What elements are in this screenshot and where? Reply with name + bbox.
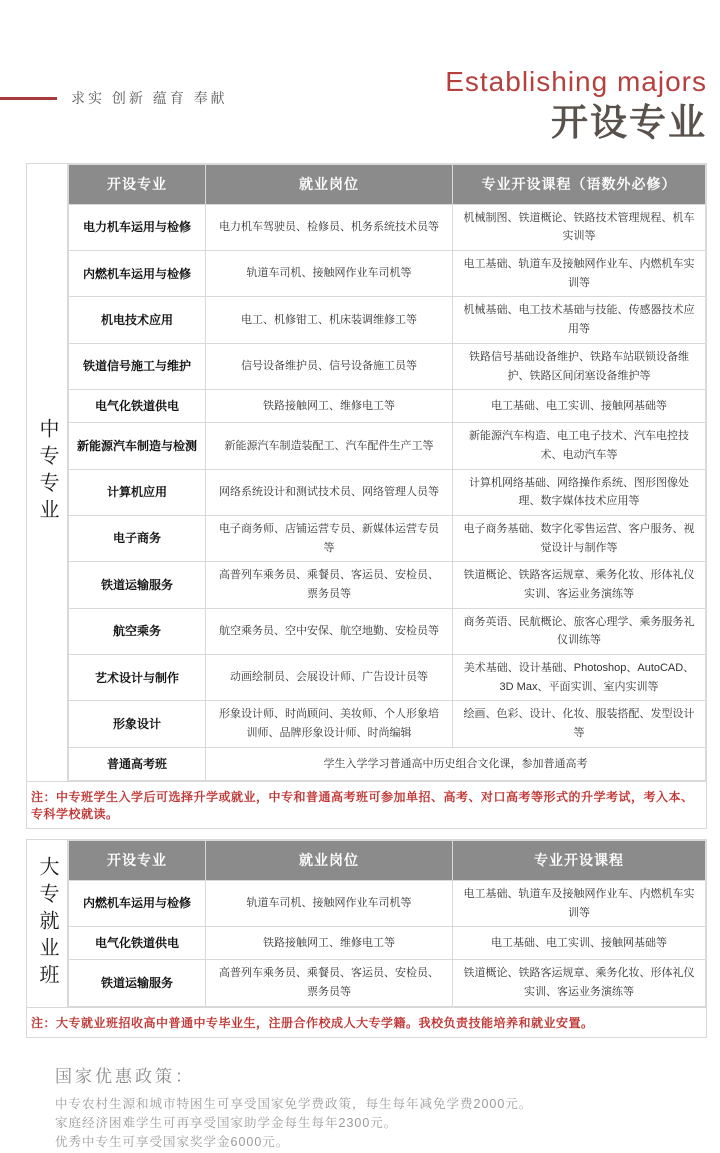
courses-cell: 美术基础、设计基础、Photoshop、AutoCAD、3D Max、平面实训、室内实训等 bbox=[453, 655, 706, 701]
table-row bbox=[69, 562, 706, 608]
column-header-courses: 专业开设课程 bbox=[453, 840, 706, 880]
jobs-cell: 轨道车司机、接触网作业车司机等 bbox=[206, 251, 453, 297]
courses-cell: 电工基础、电工实训、接触网基础等 bbox=[453, 390, 706, 423]
section-titles bbox=[445, 66, 707, 145]
jobs-cell: 形象设计师、时尚顾问、美妆师、个人形象培训师、品牌形象设计师、时尚编辑 bbox=[206, 701, 453, 747]
courses-cell: 铁路信号基础设备维护、铁路车站联锁设备维护、铁路区间闭塞设备维护等 bbox=[453, 343, 706, 389]
courses-cell: 机械制图、铁道概论、铁路技术管理规程、机车实训等 bbox=[453, 204, 706, 250]
table-row bbox=[69, 297, 706, 343]
table-row bbox=[69, 960, 706, 1006]
table-row bbox=[69, 927, 706, 960]
dazhuan-note: 注：大专就业班招收高中普通中专毕业生，注册合作校成人大专学籍。我校负责技能培养和就业安置。 bbox=[27, 1007, 706, 1037]
national-policy-section bbox=[55, 1062, 707, 1153]
section-title-english: Establishing majors bbox=[445, 66, 707, 97]
jobs-cell: 航空乘务员、空中安保、航空地勤、安检员等 bbox=[206, 608, 453, 654]
table-row bbox=[69, 880, 706, 926]
courses-cell: 新能源汽车构造、电工电子技术、汽车电控技术、电动汽车等 bbox=[453, 423, 706, 469]
policy-line: 家庭经济困难学生可再享受国家助学金每生每年2300元。 bbox=[55, 1115, 398, 1130]
school-slogan: 求实 创新 蕴育 奉献 bbox=[71, 90, 228, 106]
table-row bbox=[69, 608, 706, 654]
courses-cell: 商务英语、民航概论、旅客心理学、乘务服务礼仪训练等 bbox=[453, 608, 706, 654]
major-cell: 形象设计 bbox=[69, 701, 206, 747]
zhongzhuan-note: 注：中专班学生入学后可选择升学或就业，中专和普通高考班可参加单招、高考、对口高考等形式的升学考试，考入本、专科学校就读。 bbox=[27, 781, 706, 828]
major-cell: 电气化铁道供电 bbox=[69, 927, 206, 960]
jobs-cell: 铁路接触网工、维修电工等 bbox=[206, 390, 453, 423]
courses-cell: 电工基础、轨道车及接触网作业车、内燃机车实训等 bbox=[453, 880, 706, 926]
table-header-row bbox=[69, 164, 706, 204]
jobs-cell: 新能源汽车制造装配工、汽车配件生产工等 bbox=[206, 423, 453, 469]
column-header-jobs: 就业岗位 bbox=[206, 164, 453, 204]
policy-heading: 国家优惠政策： bbox=[55, 1066, 195, 1086]
column-header-jobs: 就业岗位 bbox=[206, 840, 453, 880]
courses-cell: 电工基础、轨道车及接触网作业车、内燃机车实训等 bbox=[453, 251, 706, 297]
jobs-cell: 高普列车乘务员、乘餐员、客运员、安检员、票务员等 bbox=[206, 562, 453, 608]
column-header-major: 开设专业 bbox=[69, 840, 206, 880]
table-row bbox=[69, 251, 706, 297]
major-cell: 电气化铁道供电 bbox=[69, 390, 206, 423]
table-row bbox=[69, 655, 706, 701]
jobs-cell: 高普列车乘务员、乘餐员、客运员、安检员、票务员等 bbox=[206, 960, 453, 1006]
courses-cell: 计算机网络基础、网络操作系统、图形图像处理、数字媒体技术应用等 bbox=[453, 469, 706, 515]
accent-line bbox=[0, 97, 57, 100]
courses-cell: 电子商务基础、数字化零售运营、客户服务、视觉设计与制作等 bbox=[453, 515, 706, 561]
table-header-row bbox=[69, 840, 706, 880]
dazhuan-majors-table bbox=[68, 840, 706, 1007]
courses-cell: 绘画、色彩、设计、化妆、服装搭配、发型设计等 bbox=[453, 701, 706, 747]
table-row bbox=[69, 469, 706, 515]
courses-cell: 铁道概论、铁路客运规章、乘务化妆、形体礼仪实训、客运业务演练等 bbox=[453, 960, 706, 1006]
major-cell: 计算机应用 bbox=[69, 469, 206, 515]
table-row bbox=[69, 701, 706, 747]
table-row bbox=[69, 390, 706, 423]
major-cell: 新能源汽车制造与检测 bbox=[69, 423, 206, 469]
column-header-courses: 专业开设课程（语数外必修） bbox=[453, 164, 706, 204]
policy-line: 中专农村生源和城市特困生可享受国家免学费政策，每生每年减免学费2000元。 bbox=[55, 1096, 533, 1111]
table-row bbox=[69, 515, 706, 561]
major-cell: 电力机车运用与检修 bbox=[69, 204, 206, 250]
major-cell: 艺术设计与制作 bbox=[69, 655, 206, 701]
jobs-cell: 轨道车司机、接触网作业车司机等 bbox=[206, 880, 453, 926]
table-row bbox=[69, 423, 706, 469]
courses-cell: 电工基础、电工实训、接触网基础等 bbox=[453, 927, 706, 960]
courses-cell: 铁道概论、铁路客运规章、乘务化妆、形体礼仪实训、客运业务演练等 bbox=[453, 562, 706, 608]
zhongzhuan-majors-panel bbox=[26, 163, 707, 829]
major-cell: 铁道运输服务 bbox=[69, 960, 206, 1006]
policy-line: 优秀中专生可享受国家奖学金6000元。 bbox=[55, 1135, 290, 1150]
jobs-cell: 电子商务师、店铺运营专员、新媒体运营专员等 bbox=[206, 515, 453, 561]
column-header-major: 开设专业 bbox=[69, 164, 206, 204]
jobs-cell: 动画绘制员、会展设计师、广告设计员等 bbox=[206, 655, 453, 701]
dazhuan-majors-panel bbox=[26, 839, 707, 1038]
major-cell: 机电技术应用 bbox=[69, 297, 206, 343]
merged-content-cell: 学生入学学习普通高中历史组合文化课，参加普通高考 bbox=[206, 747, 706, 780]
side-label-dazhuan: 大专就业班 bbox=[27, 840, 68, 1007]
jobs-cell: 电工、机修钳工、机床装调维修工等 bbox=[206, 297, 453, 343]
jobs-cell: 网络系统设计和测试技术员、网络管理人员等 bbox=[206, 469, 453, 515]
table-row-merged bbox=[69, 747, 706, 780]
side-label-zhongzhuan: 中专专业 bbox=[27, 164, 68, 781]
major-cell: 内燃机车运用与检修 bbox=[69, 880, 206, 926]
page-header bbox=[0, 0, 720, 145]
jobs-cell: 电力机车驾驶员、检修员、机务系统技术员等 bbox=[206, 204, 453, 250]
major-cell: 铁道信号施工与维护 bbox=[69, 343, 206, 389]
zhongzhuan-majors-table bbox=[68, 164, 706, 781]
table-row bbox=[69, 343, 706, 389]
page-title: 开设专业 bbox=[551, 102, 707, 144]
jobs-cell: 信号设备维护员、信号设备施工员等 bbox=[206, 343, 453, 389]
major-cell: 航空乘务 bbox=[69, 608, 206, 654]
major-cell: 普通高考班 bbox=[69, 747, 206, 780]
table-row bbox=[69, 204, 706, 250]
major-cell: 铁道运输服务 bbox=[69, 562, 206, 608]
major-cell: 内燃机车运用与检修 bbox=[69, 251, 206, 297]
slogan-block bbox=[0, 88, 228, 108]
major-cell: 电子商务 bbox=[69, 515, 206, 561]
jobs-cell: 铁路接触网工、维修电工等 bbox=[206, 927, 453, 960]
courses-cell: 机械基础、电工技术基础与技能、传感器技术应用等 bbox=[453, 297, 706, 343]
